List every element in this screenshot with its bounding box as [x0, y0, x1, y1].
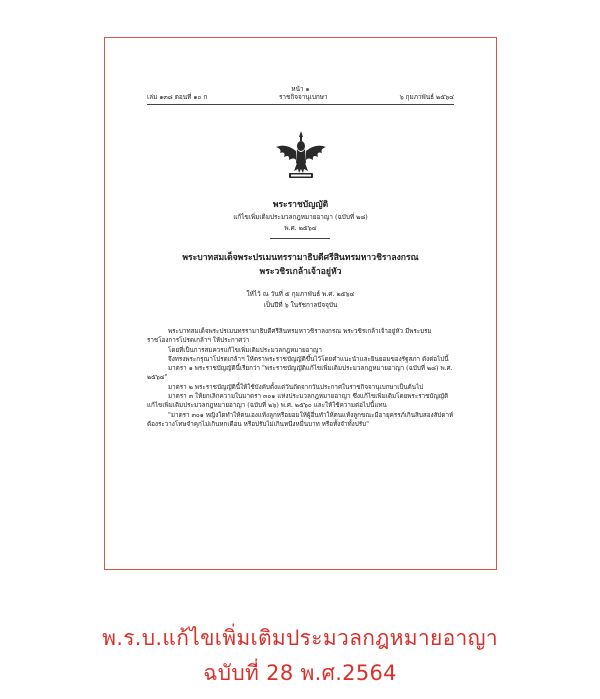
header-divider — [147, 104, 454, 105]
reign-year: เป็นปีที่ ๖ ในรัชกาลปัจจุบัน — [263, 301, 338, 309]
caption-line1: พ.ร.บ.แก้ไขเพิ่มเติมประมวลกฎหมายอาญา — [102, 626, 498, 650]
section-1: มาตรา ๑ พระราชบัญญัตินี้เรียกว่า "พระราชบัญญัติแก้ไขเพิ่มเติมประมวลกฎหมายอาญา (ฉบับที่ ๒๘) พ.ศ. ๒๕๖๔" — [147, 365, 453, 382]
paragraph: พระบาทสมเด็จพระปรเมนทรรามาธิบดีศรีสินทรมหาวชิราลงกรณ พระวชิรเกล้าเจ้าอยู่หัว มีพระบรมราชโองการโปรดเกล้าฯ ให้ประกาศว่า — [147, 328, 432, 345]
section-301-text: "มาตรา ๓๐๑ หญิงใดทำให้ตนเองแท้งลูกหรือยอมให้ผู้อื่นทำให้ตนแท้งลูกขณะมีอายุครรภ์เกินสิบสองสัปดาห์ ต้องระวางโทษจำคุกไม่เกินหกเดือน หรือปรับไม่เกินหนึ่งหมื่นบาท หรือทั้งจำทั้งปรับ" — [147, 411, 454, 428]
page-number: หน้า ๑ — [291, 85, 310, 93]
section-2: มาตรา ๒ พระราชบัญญัตินี้ให้ใช้บังคับตั้งแต่วันถัดจากวันประกาศในราชกิจจานุเบกษาเป็นต้นไป — [168, 383, 424, 391]
king-name-line2: พระวชิรเกล้าเจ้าอยู่หัว — [259, 267, 342, 277]
volume-issue: เล่ม ๑๓๘ ตอนที่ ๑๐ ก — [147, 93, 208, 101]
title-divider — [270, 238, 330, 239]
gazette-page — [105, 38, 496, 569]
caption-line2: ฉบับที่ 28 พ.ศ.2564 — [203, 661, 397, 685]
document-frame — [104, 37, 497, 570]
act-subtitle: แก้ไขเพิ่มเติมประมวลกฎหมายอาญา (ฉบับที่ ๒๘) — [233, 213, 368, 221]
publish-date: ๖ กุมภาพันธ์ ๒๕๖๔ — [399, 93, 454, 101]
given-date: ให้ไว้ ณ วันที่ ๕ กุมภาพันธ์ พ.ศ. ๒๕๖๔ — [246, 290, 355, 298]
act-title: พระราชบัญญัติ — [272, 200, 329, 210]
paragraph: จึงทรงพระกรุณาโปรดเกล้าฯ ให้ตราพระราชบัญญัติขึ้นไว้โดยคำแนะนำและยินยอมของรัฐสภา ดังต่อไปนี้ — [168, 355, 449, 363]
act-body — [147, 327, 454, 429]
act-year: พ.ศ. ๒๕๖๔ — [284, 224, 317, 232]
paragraph: โดยที่เป็นการสมควรแก้ไขเพิ่มเติมประมวลกฎหมายอาญา — [168, 346, 322, 354]
gazette-name: ราชกิจจานุเบกษา — [279, 93, 328, 101]
section-3: มาตรา ๓ ให้ยกเลิกความในมาตรา ๓๐๑ แห่งประมวลกฎหมายอาญา ซึ่งแก้ไขเพิ่มเติมโดยพระราชบัญญัติแก้ไขเพิ่มเติมประมวลกฎหมายอาญา (ฉบับที่ ๒๖) พ.ศ. ๒๕๖๐ และให้ใช้ความต่อไปนี้แทน — [147, 393, 449, 410]
garuda-emblem-icon — [272, 129, 330, 181]
gazette-header — [147, 93, 454, 103]
king-name-line1: พระบาทสมเด็จพระปรเมนทรรามาธิบดีศรีสินทรมหาวชิราลงกรณ — [182, 253, 419, 263]
